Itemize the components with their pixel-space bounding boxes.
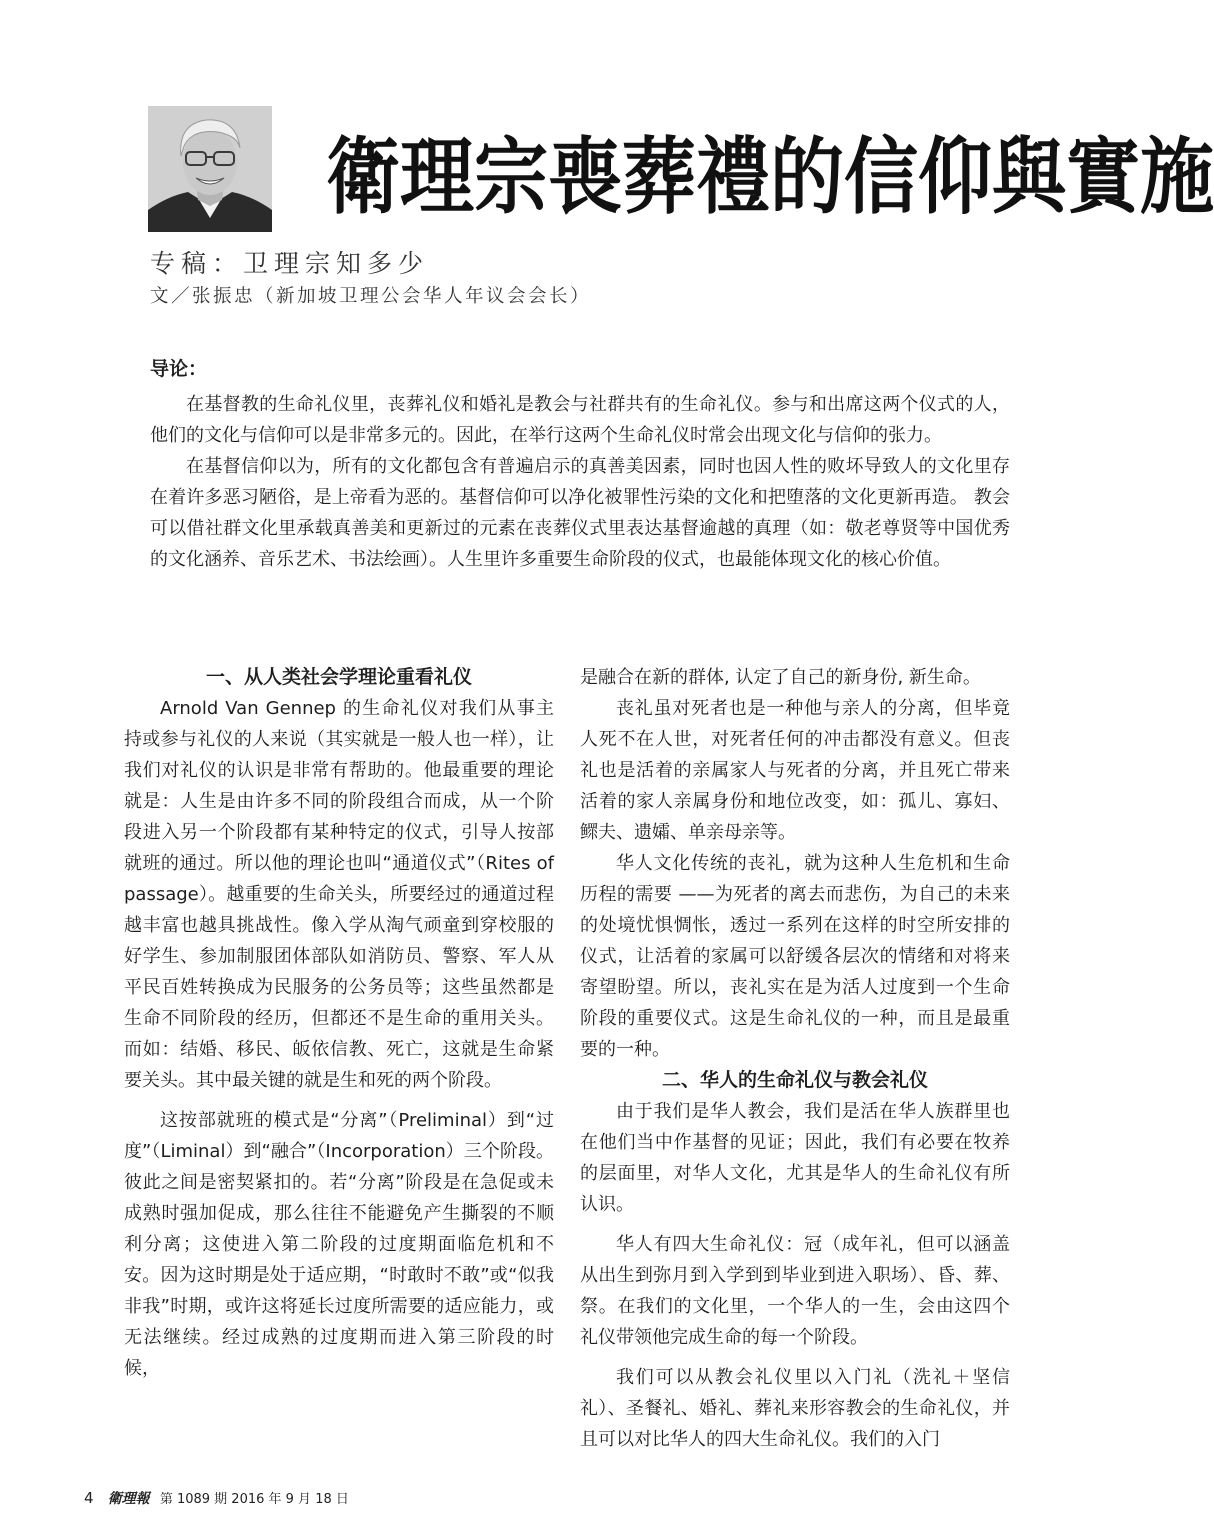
page-footer: [84, 1488, 349, 1510]
section-heading-1: 一、从人类社会学理论重看礼仪: [205, 666, 472, 688]
column-label: 专稿：卫理宗知多少: [150, 249, 430, 278]
body-paragraph: Arnold Van Gennep 的生命礼仪对我们从事主持或参与礼仪的人来说（其实就是一般人也一样），让我们对礼仪的认识是非常有帮助的。他最重要的理论就是：人生是由许多不同的阶段组合而成，从一个阶段进入另一个阶段都有某种特定的仪式，引导人按部就班的通过。所以他的理论也叫“通道仪式”（Rites of passage）。越重要的生命关头，所要经过的通道过程越丰富也越具挑战性。像入学从淘气顽童到穿校服的好学生、参加制服团体部队如消防员、警察、军人从平民百姓转换成为民服务的公务员等；这些虽然都是生命不同阶段的经历，但都还不是生命的重用关头。而如：结婚、移民、皈依信教、死亡，这就是生命紧要关头。其中最关键的就是生和死的两个阶段。: [124, 698, 554, 1091]
newspaper-masthead: 衛理報: [107, 1491, 150, 1507]
body-paragraph: 这按部就班的模式是“分离”（Preliminal）到“过度”（Liminal）到“融合”（Incorporation）三个阶段。彼此之间是密契紧扣的。若“分离”阶段是在急促或未成熟时强加促成，那么往往不能避免产生撕裂的不顺利分离；这使进入第二阶段的过度期面临危机和不安。因为这时期是处于适应期，“时敢时不敢”或“似我非我”时期，或许这将延长过度所需要的适应能力，或无法继续。经过成熟的过度期而进入第三阶段的时候，: [124, 1110, 554, 1379]
continued-paragraph: 是融合在新的群体, 认定了自己的新身份, 新生命。: [580, 667, 981, 688]
intro-paragraph: 在基督教的生命礼仪里，丧葬礼仪和婚礼是教会与社群共有的生命礼仪。参与和出席这两个仪式的人，他们的文化与信仰可以是非常多元的。因此，在举行这两个生命礼仪时常会出现文化与信仰的张力。: [150, 394, 1010, 446]
section-heading-2: 二、华人的生命礼仪与教会礼仪: [661, 1069, 928, 1091]
issue-info: 第 1089 期 2016 年 9 月 18 日: [159, 1492, 349, 1507]
author-photo: [148, 106, 272, 232]
left-column: [124, 662, 554, 1384]
right-column: [580, 662, 1010, 1455]
author-byline: 文／张振忠（新加坡卫理公会华人年议会会长）: [150, 286, 592, 307]
body-paragraph: 华人文化传统的丧礼，就为这种人生危机和生命历程的需要 ——为死者的离去而悲伤，为自己的未来的处境忧惧惆怅，透过一系列在这样的时空所安排的仪式，让活着的家属可以舒缓各层次的情绪和对将来寄望盼望。所以，丧礼实在是为活人过度到一个生命阶段的重要仪式。这是生命礼仪的一种，而且是最重要的一种。: [580, 853, 1010, 1060]
body-paragraph: 丧礼虽对死者也是一种他与亲人的分离，但毕竟人死不在人世，对死者任何的冲击都没有意义。但丧礼也是活着的亲属家人与死者的分离，并且死亡带来活着的家人亲属身份和地位改变，如：孤儿、寡妇、鳏夫、遗孀、单亲母亲等。: [580, 698, 1010, 843]
introduction-section: [150, 355, 1010, 575]
body-paragraph: 华人有四大生命礼仪：冠（成年礼，但可以涵盖从出生到弥月到入学到到毕业到进入职场）、昏、葬、祭。在我们的文化里，一个华人的一生，会由这四个礼仪带领他完成生命的每一个阶段。: [580, 1234, 1010, 1348]
author-portrait-image: [148, 106, 272, 232]
body-paragraph: 由于我们是华人教会，我们是活在华人族群里也在他们当中作基督的见证；因此，我们有必要在牧养的层面里，对华人文化，尤其是华人的生命礼仪有所认识。: [580, 1101, 1010, 1215]
intro-heading: 导论：: [150, 358, 208, 380]
body-paragraph: 我们可以从教会礼仪里以入门礼（洗礼＋坚信礼）、圣餐礼、婚礼、葬礼来形容教会的生命礼仪，并且可以对比华人的四大生命礼仪。我们的入门: [580, 1367, 1010, 1450]
article-title: 衛理宗喪葬禮的信仰與實施: [326, 129, 1214, 226]
intro-paragraph: 在基督信仰以为，所有的文化都包含有普遍启示的真善美因素，同时也因人性的败坏导致人的文化里存在着许多恶习陋俗，是上帝看为恶的。基督信仰可以净化被罪性污染的文化和把堕落的文化更新再造。 教会可以借社群文化里承载真善美和更新过的元素在丧葬仪式里表达基督逾越的真理（如：敬老尊贤等中国优秀的文化涵养、音乐艺术、书法绘画）。人生里许多重要生命阶段的仪式，也最能体现文化的核心价值。: [150, 456, 1010, 570]
page-number: 4: [84, 1489, 94, 1507]
